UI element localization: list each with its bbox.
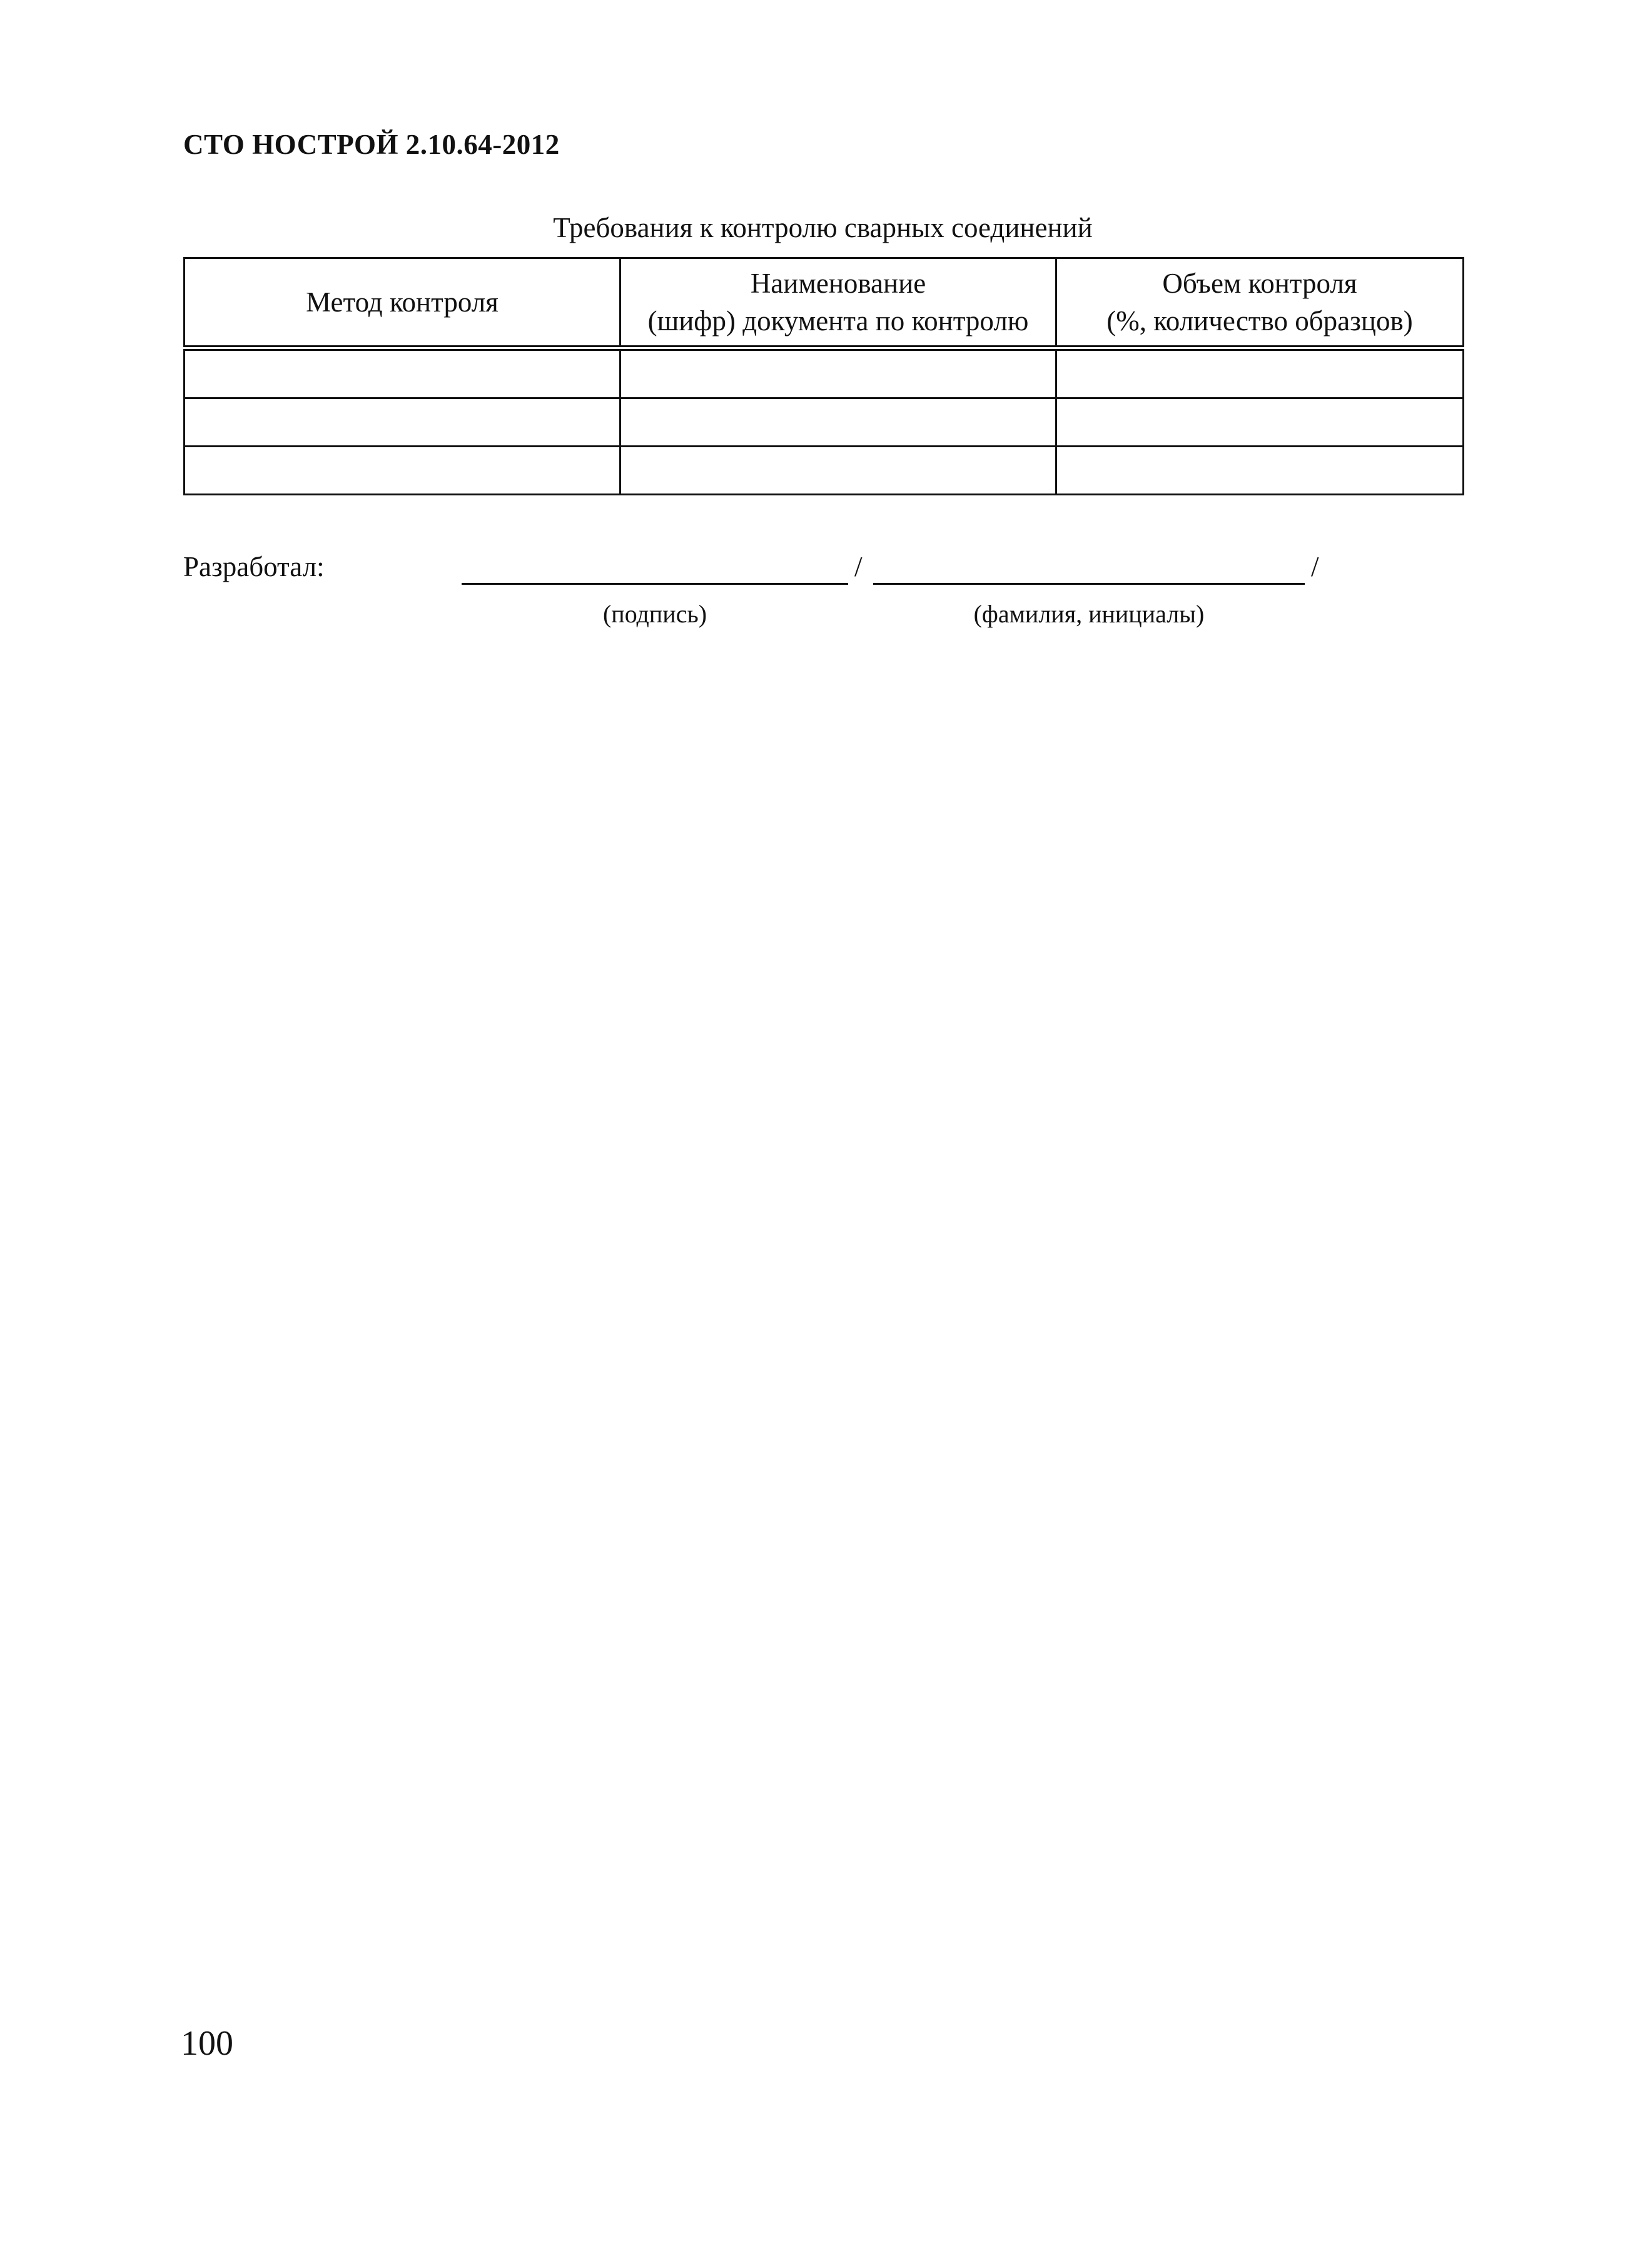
header-volume-line1: Объем контроля [1162, 268, 1357, 299]
header-document-line2: (шифр) документа по контролю [647, 305, 1029, 337]
table-row [185, 348, 1464, 398]
table-row [185, 447, 1464, 495]
document-code: СТО НОСТРОЙ 2.10.64-2012 [183, 129, 560, 160]
table-cell[interactable] [1056, 348, 1464, 398]
table-cell[interactable] [620, 447, 1056, 495]
table-cell[interactable] [185, 398, 620, 447]
header-cell-volume [1056, 258, 1464, 348]
signature-block [183, 550, 1462, 638]
table-header-row [185, 258, 1464, 348]
table-cell[interactable] [1056, 447, 1464, 495]
control-requirements-table [183, 257, 1464, 495]
developed-by-label: Разработал: [183, 551, 325, 582]
table-cell[interactable] [620, 348, 1056, 398]
header-cell-document [620, 258, 1056, 348]
table-cell[interactable] [185, 447, 620, 495]
table-cell[interactable] [1056, 398, 1464, 447]
header-method-label: Метод контроля [306, 286, 499, 318]
table-cell[interactable] [185, 348, 620, 398]
separator-slash: / [854, 551, 863, 582]
name-hint: (фамилия, инициалы) [973, 600, 1205, 628]
signature-field[interactable] [462, 550, 848, 585]
table-row [185, 398, 1464, 447]
page-number: 100 [181, 2024, 233, 2063]
signature-hint: (подпись) [602, 600, 707, 628]
table-cell[interactable] [620, 398, 1056, 447]
separator-slash: / [1311, 551, 1319, 582]
header-document-line1: Наименование [750, 268, 926, 299]
table-caption: Требования к контролю сварных соединений [553, 212, 1093, 243]
header-cell-method [185, 258, 620, 348]
header-volume-line2: (%, количество образцов) [1106, 305, 1413, 337]
name-initials-field[interactable] [873, 550, 1305, 585]
